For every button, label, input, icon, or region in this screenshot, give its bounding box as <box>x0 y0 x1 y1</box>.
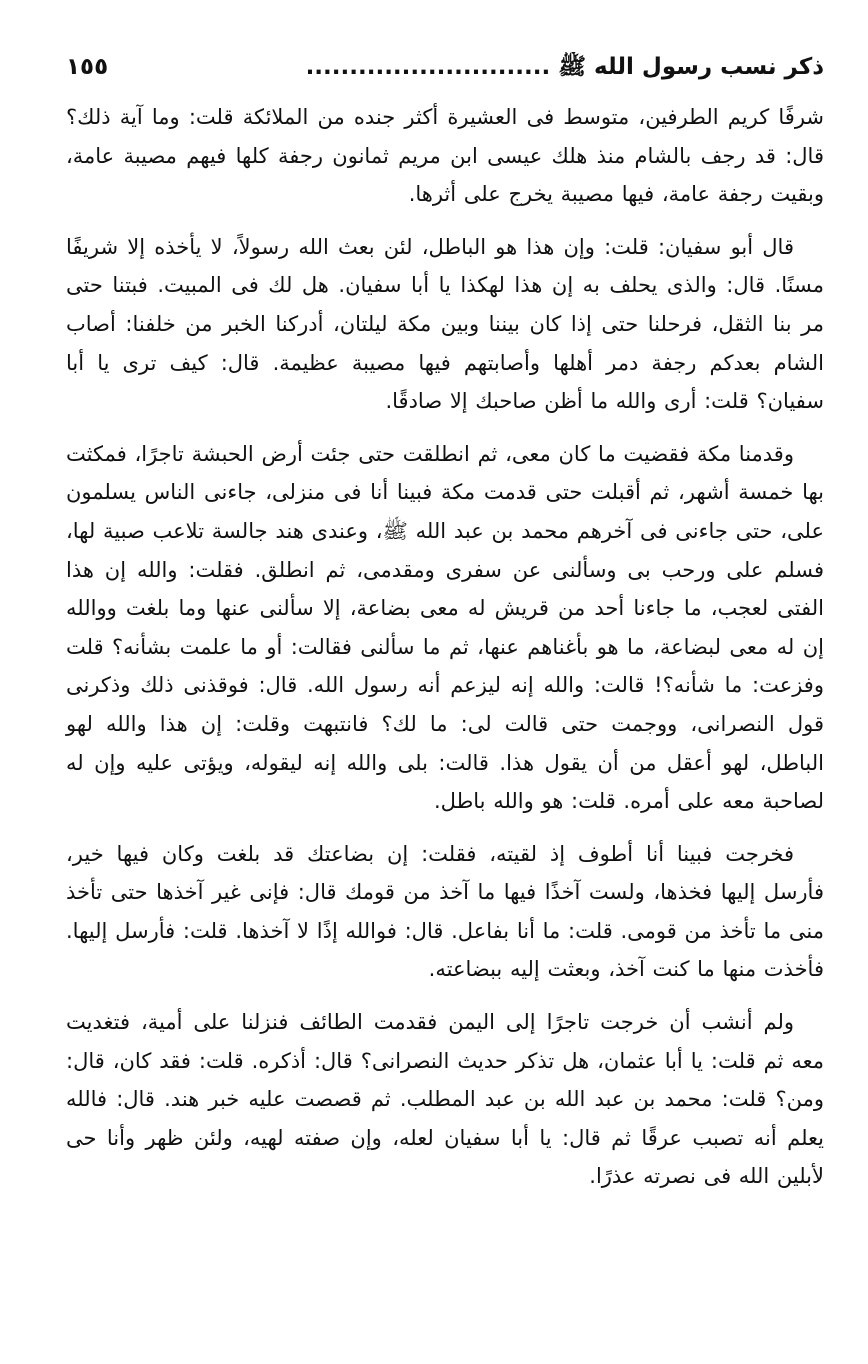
paragraph-5: ولم أنشب أن خرجت تاجرًا إلى اليمن فقدمت الطائف فنزلنا على أمية، فتغديت معه ثم قلت: يا أبا عثمان، هل تذكر حديث النصرانى؟ قال: أذكره. قلت: فقد كان، قال: ومن؟ قلت: محمد بن عبد الله بن عبد المطلب. ثم قصصت عليه خبر هند. قال: فالله يعلم أنه تصبب عرقًا ثم قال: يا أبا سفيان لعله، وإن صفته لهيه، ولئن ظهر وأنا حى لأبلين الله فى نصرته عذرًا. <box>66 1010 824 1189</box>
paragraph-4: فخرجت فبينا أنا أطوف إذ لقيته، فقلت: إن بضاعتك قد بلغت وكان فيها خير، فأرسل إليها فخذها، ولست آخذًا فيها ما آخذ من قومك قال: فإنى غير آخذها حتى تأخذ منى ما تأخذ من قومى. قلت: ما أنا بفاعل. قال: فوالله إذًا لا آخذها. قلت: فأرسل إليها. فأخذت منها ما كنت آخذ، وبعثت إليه ببضاعته. <box>66 841 824 982</box>
page-number: ١٥٥ <box>66 54 109 80</box>
paragraph-3: وقدمنا مكة فقضيت ما كان معى، ثم انطلقت حتى جئت أرض الحبشة تاجرًا، فمكثت بها خمسة أشهر، ثم أقبلت حتى قدمت مكة فبينا أنا فى منزلى، جاءنى الناس يسلمون على، حتى جاءنى فى آخرهم محمد بن عبد الله ﷺ، وعندى هند جالسة تلاعب صبية لها، فسلم على ورحب بى وسألنى عن سفرى ومقدمى، ثم انطلق. فقلت: والله إن هذا الفتى لعجب، ما جاءنا أحد من قريش له معى بضاعة، إلا سألنى عنها وما بلغت ووالله إن له معى لبضاعة، ما هو بأغناهم عنها، ثم ما سألنى فقالت: أو ما علمت بشأنه؟ قلت وفزعت: ما شأنه؟! قالت: والله إنه ليزعم أنه رسول الله. قال: فوقذنى ذلك وذكرنى قول النصرانى، ووجمت حتى قالت لى: ما لك؟ فانتبهت وقلت: إن هذا والله لهو الباطل، لهو أعقل من أن يقول هذا. قالت: بلى والله إنه ليقوله، ويؤتى عليه وإن له لصاحبة معه على أمره. قلت: هو والله باطل. <box>66 441 824 814</box>
running-title: ذكر نسب رسول الله ﷺ ............................ <box>305 54 824 80</box>
paragraph-1: شرفًا كريم الطرفين، متوسط فى العشيرة أكثر جنده من الملائكة قلت: وما آية ذلك؟ قال: قد رجف بالشام منذ هلك عيسى ابن مريم ثمانون رجفة كلها فيهم مصيبة عامة، وبقيت رجفة عامة، فيها مصيبة يخرج على أثرها. <box>66 105 824 207</box>
book-page <box>66 52 824 1332</box>
running-header <box>66 52 824 96</box>
page-body <box>66 98 824 1196</box>
paragraph-2: قال أبو سفيان: قلت: وإن هذا هو الباطل، لئن بعث الله رسولاً، لا يأخذه إلا شريفًا مسنًا. قال: والذى يحلف به إن هذا لهكذا يا أبا سفيان. هل لك فى المبيت. فبتنا حتى مر بنا الثقل، فرحلنا حتى إذا كان بيننا وبين مكة ليلتان، أدركنا الخبر من خلفنا: أصاب الشام بعدكم رجفة دمر أهلها وأصابتهم فيها مصيبة عظيمة. قال: كيف ترى يا أبا سفيان؟ قلت: أرى والله ما أظن صاحبك إلا صادقًا. <box>66 234 824 414</box>
